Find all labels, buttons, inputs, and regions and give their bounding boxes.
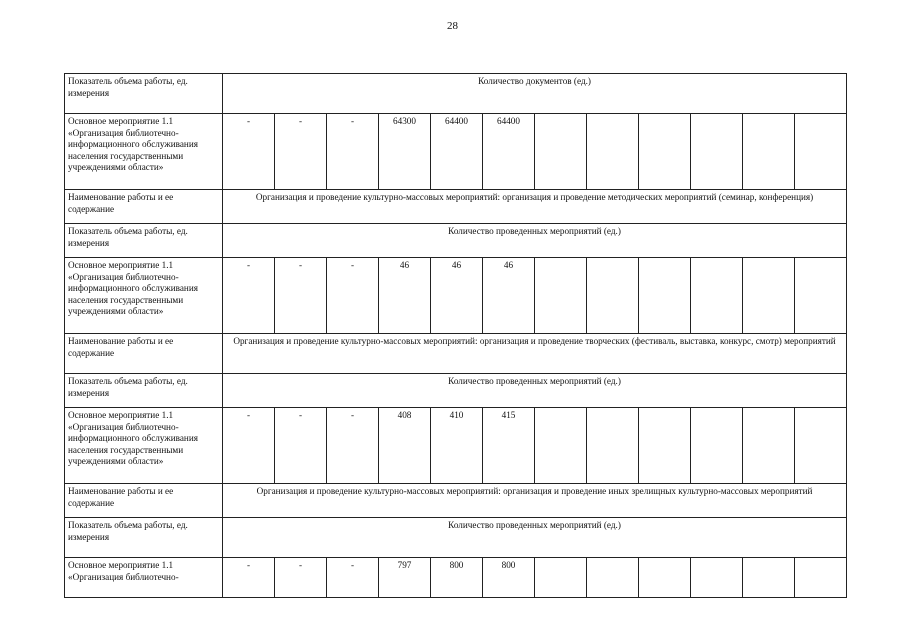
value-cell [587,558,639,598]
value-cell [535,558,587,598]
table-row [65,334,847,374]
value-cell: 64400 [483,114,535,190]
value-cell: 46 [431,258,483,334]
value-cell: 64300 [379,114,431,190]
row-label: Наименование работы и ее содержание [65,190,223,224]
value-cell: 800 [431,558,483,598]
value-cell: - [327,558,379,598]
value-cell [743,258,795,334]
table-row [65,114,847,190]
value-cell [639,258,691,334]
row-label: Показатель объема работы, ед. измерения [65,224,223,258]
indicators-table [64,73,847,598]
value-cell [743,114,795,190]
value-cell [639,408,691,484]
table-row [65,558,847,598]
value-cell [795,558,847,598]
row-label: Наименование работы и ее содержание [65,334,223,374]
value-cell: - [275,114,327,190]
value-cell [639,558,691,598]
merged-description-cell: Количество документов (ед.) [223,74,847,114]
value-cell [795,258,847,334]
value-cell: - [223,408,275,484]
row-label: Основное мероприятие 1.1 «Организация библиотечно-информационного обслуживания населения государственными учреждениями области» [65,258,223,334]
value-cell: 410 [431,408,483,484]
merged-description-cell: Организация и проведение культурно-массовых мероприятий: организация и проведение творческих (фестиваль, выставка, конкурс, смотр) мероприятий [223,334,847,374]
table-row [65,484,847,518]
row-label: Показатель объема работы, ед. измерения [65,374,223,408]
value-cell: 800 [483,558,535,598]
value-cell: 46 [483,258,535,334]
value-cell [587,114,639,190]
row-label: Показатель объема работы, ед. измерения [65,74,223,114]
merged-description-cell: Количество проведенных мероприятий (ед.) [223,374,847,408]
value-cell: 64400 [431,114,483,190]
table-row [65,258,847,334]
merged-description-cell: Количество проведенных мероприятий (ед.) [223,224,847,258]
value-cell [587,408,639,484]
value-cell [743,558,795,598]
value-cell [691,258,743,334]
value-cell [691,114,743,190]
row-label: Показатель объема работы, ед. измерения [65,518,223,558]
table-row [65,224,847,258]
value-cell: - [223,258,275,334]
value-cell [743,408,795,484]
value-cell: 797 [379,558,431,598]
value-cell: 415 [483,408,535,484]
value-cell [535,114,587,190]
value-cell: 408 [379,408,431,484]
value-cell [639,114,691,190]
value-cell [535,408,587,484]
value-cell: - [327,408,379,484]
row-label: Основное мероприятие 1.1 «Организация библиотечно- [65,558,223,598]
value-cell: - [223,558,275,598]
row-label: Наименование работы и ее содержание [65,484,223,518]
value-cell [691,408,743,484]
table-row [65,190,847,224]
value-cell [587,258,639,334]
table-row [65,374,847,408]
value-cell [795,408,847,484]
row-label: Основное мероприятие 1.1 «Организация библиотечно-информационного обслуживания населения государственными учреждениями области» [65,408,223,484]
value-cell: - [275,408,327,484]
table-row [65,74,847,114]
value-cell [691,558,743,598]
value-cell: - [223,114,275,190]
value-cell: - [327,258,379,334]
table-row [65,518,847,558]
value-cell [795,114,847,190]
page-number: 28 [447,20,458,32]
value-cell: - [275,558,327,598]
table-row [65,408,847,484]
merged-description-cell: Организация и проведение культурно-массовых мероприятий: организация и проведение методических мероприятий (семинар, конференция) [223,190,847,224]
merged-description-cell: Организация и проведение культурно-массовых мероприятий: организация и проведение иных зрелищных культурно-массовых мероприятий [223,484,847,518]
row-label: Основное мероприятие 1.1 «Организация библиотечно-информационного обслуживания населения государственными учреждениями области» [65,114,223,190]
value-cell: 46 [379,258,431,334]
value-cell [535,258,587,334]
value-cell: - [275,258,327,334]
merged-description-cell: Количество проведенных мероприятий (ед.) [223,518,847,558]
value-cell: - [327,114,379,190]
